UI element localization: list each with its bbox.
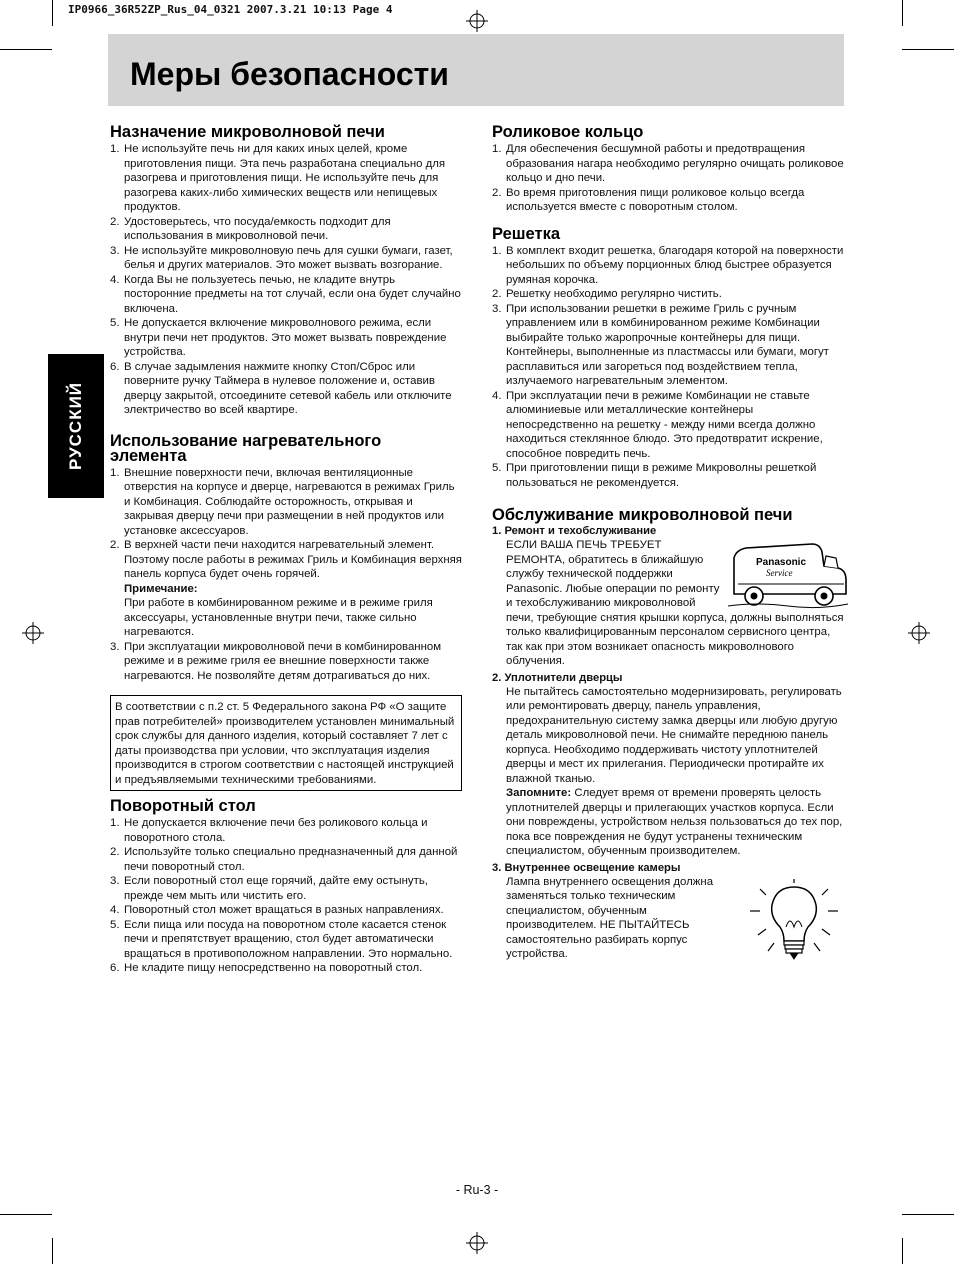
lamp-paragraph [492,875,844,962]
list-item [492,244,844,288]
crop-mark [52,0,53,26]
remember-text: Следует время от времени проверять целость уплотнителей дверцы и прилегающих участков корпуса. Если они повреждены, устройством нельзя пользоваться до тех пор, пока все повреждения не будут устранены техническим специалистом, обученным производителем. [506,787,843,857]
remember-label: Запомните: [506,787,572,799]
section-heading: Роликовое кольцо [492,123,644,141]
list-item [492,389,844,462]
service-text: ЕСЛИ ВАША ПЕЧЬ ТРЕБУЕТ РЕМОНТА, обратитесь в ближайшую службу технической поддержки Panasonic. Любые операции по ремонту и техобслуживанию микроволновой печи, требующие снятия крышки корпуса, должны выполняться только квалифицированным персоналом сервисного центра, так как при этом возникает опасность микроволнового облучения. [506,539,844,667]
item-text: Не допускается включение микроволнового режима, если внутри печи нет продуктов. Это может вызвать повреждение устройства. [124,317,447,358]
section-roller-ring [492,125,844,215]
item-text: Решетку необходимо регулярно чистить. [506,288,722,300]
law-notice-box: В соответствии с п.2 ст. 5 Федерального закона РФ «О защите прав потребителей» производителем установлен минимальный срок службы для данного изделия, который составляет 7 лет с даты производства при условии, что эксплуатация изделия производится в строгом соответствии с настоящей инструкцией и предъявляемыми техническими требованиями. [110,695,462,791]
item-number: 5. [110,918,120,931]
right-column [492,125,844,974]
item-number: 2. [492,288,502,300]
list-item [492,461,844,490]
light-bulb-icon [746,879,842,965]
service-van-icon [726,536,850,610]
turntable-list [110,816,462,976]
list-item [110,640,462,684]
list-item [110,538,462,640]
registration-mark-icon [22,622,44,644]
heating-list [110,466,462,684]
subsection-heading: 2. Уплотнители дверцы [492,671,623,684]
crop-mark [52,1238,53,1264]
registration-mark-icon [466,1232,488,1254]
page-number: - Ru-3 - [455,1183,499,1197]
list-item [492,287,844,302]
item-number: 2. [110,215,120,228]
section-heading: Поворотный стол [110,797,256,815]
item-text: Не используйте микроволновую печь для сушки бумаги, газет, белья и других материалов. Это может вызвать возгорание. [124,244,453,271]
item-number: 6. [110,360,120,373]
item-number: 2. [110,846,120,858]
item-number: 5. [110,317,120,329]
item-number: 4. [492,389,502,402]
registration-mark-icon [466,10,488,32]
section-service [492,508,844,962]
list-item [110,845,462,874]
section-heading: Использование нагревательного элемента [110,431,382,465]
language-tab [48,354,104,498]
item-text: Удостоверьтесь, что посуда/емкость подходит для использования в микроволновой печи. [124,215,391,242]
door-seal-text: Не пытайтесь самостоятельно модернизировать, регулировать или ремонтировать дверцу, панель управления, предохранительную систему замка дверцы или любую другую деталь микроволновой печи. Не снимайте переднюю панель корпуса. Необходимо поддерживать чистоту уплотнителей дверцы и мест их прилегания. Периодически протирайте их влажной тканью. [506,685,842,785]
crop-mark [902,49,954,50]
section-rack [492,224,844,491]
item-number: 5. [492,462,502,474]
section-heading: Решетка [492,224,560,243]
item-text: В верхней части печи находится нагревательный элемент. Поэтому после работы в режимах Гриль и Комбинация верхняя панель корпуса будет очень горячей. [124,539,462,580]
registration-mark-icon [908,622,930,644]
item-number: 3. [110,244,120,257]
item-text: Не кладите пищу непосредственно на поворотный стол. [124,962,423,974]
item-text: Внешние поверхности печи, включая вентиляционные отверстия на корпусе и дверце, нагреваются в режимах Гриль и Комбинация. Соблюдайте осторожность, открывая и закрывая дверцу печи при размещении в ней продуктов или установке аксессуаров. [124,466,455,537]
list-item [492,142,844,186]
subsection-heading: 1. Ремонт и техобслуживание [492,525,657,537]
crop-mark [0,49,52,50]
item-number: 4. [110,904,120,916]
crop-mark [902,0,903,26]
list-item [110,918,462,962]
purpose-list [110,142,462,418]
print-slug: IP0966_36R52ZP_Rus_04_0321 2007.3.21 10:13 Page 4 [68,3,393,16]
section-heading: Назначение микроволновой печи [110,123,385,141]
list-item [110,316,462,360]
subsection-heading: 3. Внутреннее освещение камеры [492,861,681,874]
item-number: 1. [110,143,120,155]
item-text: При эксплуатации печи в режиме Комбинации не ставьте алюминиевые или металлические контейнеры непосредственно на решетку - между ними всегда должно находиться стеклянное блюдо. Это предотвратит искрение, способное повредить печь. [506,389,823,460]
section-heating [110,431,462,684]
item-text: При приготовлении пищи в режиме Микроволны решеткой пользоваться не рекомендуется. [506,462,817,489]
title-banner [108,34,844,106]
roller-list [492,142,844,215]
note-text: При работе в комбинированном режиме и в режиме гриля аксессуары, установленные внутри печи, также сильно нагреваются. [124,597,433,638]
item-text: При эксплуатации микроволновой печи в комбинированном режиме и в режиме гриля ее внешние поверхности также нагреваются. Не позволяйте детям дотрагиваться до них. [124,640,442,682]
item-text: Не используйте печь ни для каких иных целей, кроме приготовления пищи. Эта печь разработана специально для разогрева и приготовления пищи. Не используйте печь для разогрева каких-либо химических веществ или непищевых продуктов. [124,143,446,213]
language-tab-label: РУССКИЙ [66,381,85,471]
list-item [110,273,462,317]
page-title: Меры безопасности [130,56,449,92]
item-number: 3. [492,302,502,315]
item-number: 4. [110,273,120,286]
item-number: 1. [110,466,120,479]
list-item [492,186,844,215]
item-text: Во время приготовления пищи роликовое кольцо всегда используется вместе с поворотным столом. [506,186,805,213]
item-number: 1. [492,143,502,155]
item-number: 1. [110,817,120,829]
note-label: Примечание: [124,582,198,595]
section-heading: Обслуживание микроволновой печи [492,506,793,524]
item-text: В случае задымления нажмите кнопку Стоп/Сброс или поверните ручку Таймера в нулевое положение и, оставив дверцу закрытой, отсоедините сетевой кабель или отключите электричество во всей квартире. [124,360,452,416]
item-number: 1. [492,244,502,257]
crop-mark [902,1238,903,1264]
item-text: Используйте только специально предназначенный для данной печи поворотный стол. [124,846,458,873]
item-text: Когда Вы не пользуетесь печью, не кладите внутрь посторонние предметы на тот случай, если она будет случайно включена. [124,273,461,315]
item-number: 6. [110,962,120,974]
item-text: Поворотный стол может вращаться в разных направлениях. [124,904,444,916]
list-item [110,360,462,418]
left-column [110,125,462,988]
lamp-text: Лампа внутреннего освещения должна заменяться только техническим специалистом, обученным производителем. НЕ ПЫТАЙТЕСЬ самостоятельно разбирать корпус устройства. [506,875,714,960]
list-item [110,244,462,273]
item-text: Если пища или посуда на поворотном столе касается стенок печи и препятствует вращению, стол будет автоматически вращаться в противоположном направлении. Это нормально. [124,918,453,960]
item-number: 2. [110,539,120,551]
door-seal-paragraph [492,685,844,859]
rack-list [492,244,844,491]
item-number: 2. [492,186,502,199]
crop-mark [0,1214,52,1215]
van-brand-text: Panasonic [756,557,807,568]
item-text: Не допускается включение печи без роликового кольца и поворотного стола. [124,817,428,844]
item-number: 3. [110,875,120,887]
list-item [110,466,462,539]
item-text: Для обеспечения бесшумной работы и предотвращения образования нагара необходимо регулярно очищать роликовое кольцо и дно печи. [506,143,844,184]
crop-mark [902,1214,954,1215]
van-service-text: Service [766,568,793,578]
service-paragraph [492,538,844,669]
item-text: Если поворотный стол еще горячий, дайте ему остынуть, прежде чем мыть или чистить его. [124,875,428,902]
list-item [110,961,462,976]
list-item [110,816,462,845]
section-turntable [110,799,462,976]
item-text: В комплект входит решетка, благодаря которой на поверхности небольших по объему порционных блюд быстрее образуется румяная корочка. [506,244,844,286]
list-item [110,874,462,903]
list-item [492,302,844,389]
list-item [110,215,462,244]
item-text: При использовании решетки в режиме Гриль с ручным управлением или в комбинированном режиме Комбинации выбирайте только жаропрочные контейнеры для пищи. Контейнеры, выполненные из пластмассы или бумаги, могут расплавиться или загореться под воздействием тепла, излучаемого нагревательным элементом. [506,302,829,387]
list-item [110,142,462,215]
list-item [110,903,462,918]
section-purpose [110,125,462,418]
item-number: 3. [110,640,120,653]
